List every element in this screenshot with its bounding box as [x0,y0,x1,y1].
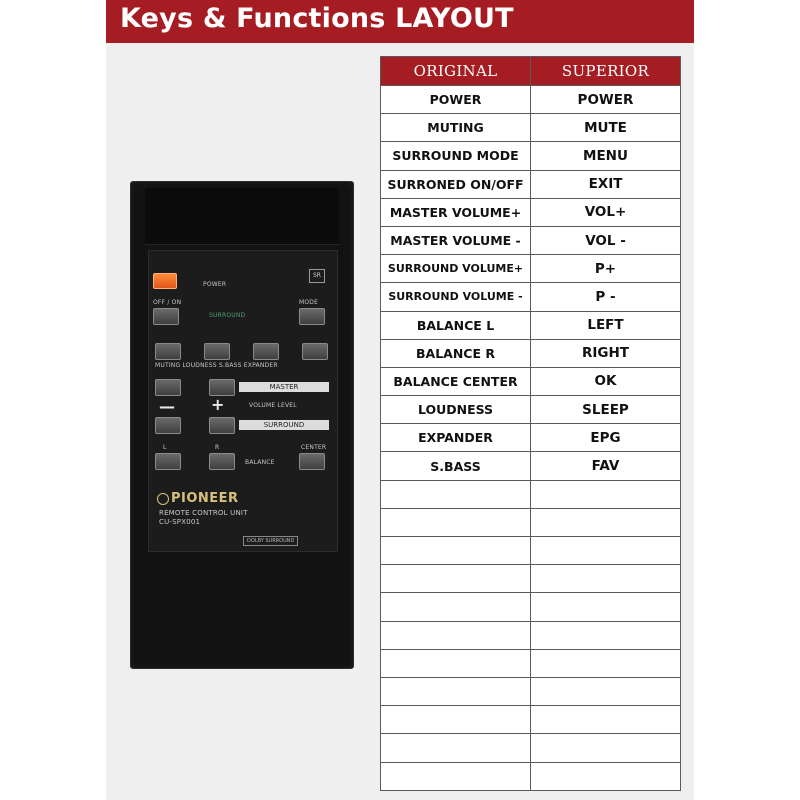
table-row [381,565,681,593]
dolby-badge: DOLBY SURROUND [243,536,298,546]
superior-key-cell: MENU [531,142,681,170]
superior-key-cell: VOL+ [531,198,681,226]
table-row [381,367,681,395]
table-header-row [381,57,681,86]
original-key-cell [381,706,531,734]
surround-label: SURROUND [209,312,246,319]
superior-key-cell: EXIT [531,170,681,198]
original-key-cell [381,621,531,649]
balance-l-button[interactable] [155,453,181,470]
table-row [381,593,681,621]
table-row [381,114,681,142]
surround-minus-button[interactable] [155,417,181,434]
minus-sign: — [159,397,175,416]
header-original: ORIGINAL [381,57,531,86]
balance-center-label: CENTER [301,444,327,451]
table-row [381,649,681,677]
balance-label: BALANCE [245,459,275,466]
superior-key-cell [531,565,681,593]
superior-key-cell: EPG [531,424,681,452]
function-labels: MUTING LOUDNESS S.BASS EXPANDER [155,362,278,369]
table-row [381,734,681,762]
surround-onoff-button[interactable] [153,308,179,325]
table-row [381,339,681,367]
table-row [381,86,681,114]
table-row [381,706,681,734]
superior-key-cell [531,677,681,705]
original-key-cell: SURRONED ON/OFF [381,170,531,198]
original-key-cell [381,734,531,762]
superior-key-cell [531,734,681,762]
original-key-cell: BALANCE L [381,311,531,339]
table-row [381,396,681,424]
original-key-cell [381,565,531,593]
table-row [381,762,681,790]
superior-key-cell [531,762,681,790]
page-title: Keys & Functions LAYOUT [120,3,514,34]
superior-key-cell: LEFT [531,311,681,339]
remote-face [148,250,338,552]
table-row [381,283,681,311]
original-key-cell: BALANCE R [381,339,531,367]
expander-button[interactable] [302,343,328,360]
table-row [381,424,681,452]
superior-key-cell [531,593,681,621]
table-row [381,226,681,254]
original-key-cell [381,649,531,677]
table-row [381,621,681,649]
table-row [381,170,681,198]
superior-key-cell [531,508,681,536]
remote-power-button[interactable] [153,273,177,289]
balance-r-button[interactable] [209,453,235,470]
table-row [381,537,681,565]
loudness-button[interactable] [204,343,230,360]
surround-plus-button[interactable] [209,417,235,434]
volume-level-label: VOLUME LEVEL [249,402,297,409]
original-key-cell: SURROUND VOLUME - [381,283,531,311]
table-row [381,255,681,283]
sbass-button[interactable] [253,343,279,360]
surround-volume-label: SURROUND [239,420,329,430]
balance-center-button[interactable] [299,453,325,470]
table-row [381,677,681,705]
original-key-cell: EXPANDER [381,424,531,452]
original-key-cell [381,593,531,621]
plus-sign: + [211,395,225,414]
mode-label: MODE [299,299,319,306]
original-key-cell: S.BASS [381,452,531,480]
original-key-cell: MUTING [381,114,531,142]
superior-key-cell: OK [531,367,681,395]
muting-button[interactable] [155,343,181,360]
superior-key-cell [531,621,681,649]
model-line-2: CU-SPX001 [159,518,201,526]
master-plus-button[interactable] [209,379,235,396]
original-key-cell [381,508,531,536]
original-key-cell: LOUDNESS [381,396,531,424]
superior-key-cell: P+ [531,255,681,283]
brand-name: PIONEER [171,491,239,506]
original-key-cell: SURROUND VOLUME+ [381,255,531,283]
original-key-cell: MASTER VOLUME - [381,226,531,254]
master-minus-button[interactable] [155,379,181,396]
table-row [381,452,681,480]
table-row [381,508,681,536]
original-key-cell: POWER [381,86,531,114]
table-row [381,142,681,170]
superior-key-cell: SLEEP [531,396,681,424]
superior-key-cell: VOL - [531,226,681,254]
original-key-cell [381,480,531,508]
superior-key-cell: P - [531,283,681,311]
superior-key-cell: FAV [531,452,681,480]
original-key-cell: SURROUND MODE [381,142,531,170]
sr-badge: SR [309,269,325,283]
model-line-1: REMOTE CONTROL UNIT [159,509,248,517]
remote-power-label: POWER [203,281,227,288]
superior-key-cell: POWER [531,86,681,114]
surround-mode-button[interactable] [299,308,325,325]
superior-key-cell [531,537,681,565]
remote-top-panel [145,188,339,245]
original-key-cell [381,677,531,705]
table-row [381,311,681,339]
keys-table [380,56,681,791]
table-row [381,198,681,226]
master-label: MASTER [239,382,329,392]
off-on-label: OFF / ON [153,299,182,306]
header-superior: SUPERIOR [531,57,681,86]
balance-l-label: L [163,444,167,451]
superior-key-cell: RIGHT [531,339,681,367]
superior-key-cell: MUTE [531,114,681,142]
superior-key-cell [531,480,681,508]
original-key-cell [381,762,531,790]
superior-key-cell [531,649,681,677]
balance-r-label: R [215,444,220,451]
original-key-cell: BALANCE CENTER [381,367,531,395]
original-key-cell [381,537,531,565]
remote-control-image [130,181,354,669]
original-key-cell: MASTER VOLUME+ [381,198,531,226]
superior-key-cell [531,706,681,734]
pioneer-logo-icon [157,493,169,505]
table-row [381,480,681,508]
header-bar [106,0,694,43]
